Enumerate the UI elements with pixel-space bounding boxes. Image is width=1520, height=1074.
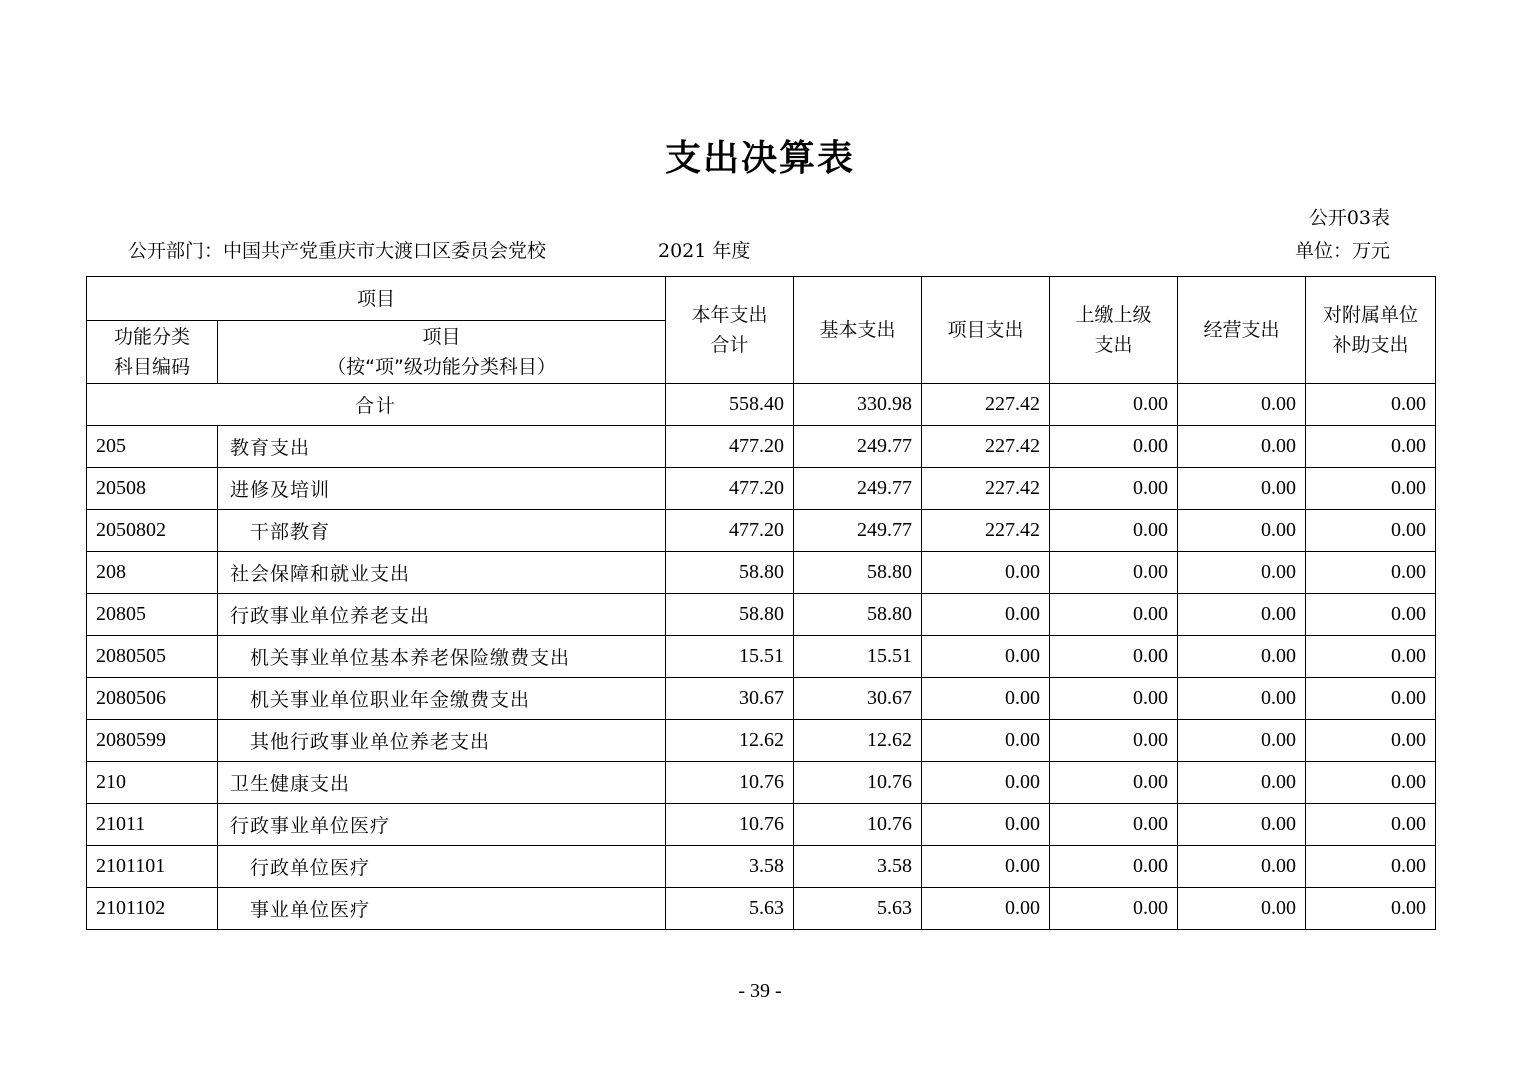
row-value-operating: 0.00: [1178, 888, 1306, 930]
table-header: [87, 277, 1436, 384]
row-value-upper: 0.00: [1050, 678, 1178, 720]
row-value-basic: 12.62: [794, 720, 922, 762]
total-value-upper: 0.00: [1050, 384, 1178, 426]
page-number: - 39 -: [738, 980, 782, 1002]
row-value-subsidy: 0.00: [1306, 636, 1436, 678]
table-row: [87, 804, 1436, 846]
row-value-subsidy: 0.00: [1306, 846, 1436, 888]
row-code: 20508: [87, 468, 218, 510]
table-body: [87, 384, 1436, 930]
row-value-subsidy: 0.00: [1306, 888, 1436, 930]
row-value-subsidy: 0.00: [1306, 762, 1436, 804]
row-code: 205: [87, 426, 218, 468]
page-title: 支出决算表: [664, 138, 855, 179]
table-row: [87, 846, 1436, 888]
row-value-basic: 249.77: [794, 468, 922, 510]
row-value-upper: 0.00: [1050, 552, 1178, 594]
table-row: [87, 636, 1436, 678]
row-value-subsidy: 0.00: [1306, 720, 1436, 762]
header-subsidy: [1306, 277, 1436, 384]
row-value-basic: 5.63: [794, 888, 922, 930]
row-code: 2101102: [87, 888, 218, 930]
form-number: 公开03表: [1308, 207, 1390, 229]
row-value-subsidy: 0.00: [1306, 804, 1436, 846]
table-row: [87, 762, 1436, 804]
row-name: 事业单位医疗: [218, 888, 666, 930]
row-value-operating: 0.00: [1178, 678, 1306, 720]
row-value-project: 0.00: [922, 552, 1050, 594]
total-value-project: 227.42: [922, 384, 1050, 426]
row-value-operating: 0.00: [1178, 762, 1306, 804]
row-value-project: 0.00: [922, 888, 1050, 930]
table-row: [87, 888, 1436, 930]
row-value-upper: 0.00: [1050, 720, 1178, 762]
row-code: 2080599: [87, 720, 218, 762]
row-value-subsidy: 0.00: [1306, 594, 1436, 636]
row-value-subsidy: 0.00: [1306, 468, 1436, 510]
row-code: 208: [87, 552, 218, 594]
row-value-upper: 0.00: [1050, 804, 1178, 846]
row-name: 教育支出: [218, 426, 666, 468]
fiscal-year: 2021 年度: [658, 240, 751, 262]
row-value-total: 12.62: [666, 720, 794, 762]
total-value-basic: 330.98: [794, 384, 922, 426]
row-value-upper: 0.00: [1050, 594, 1178, 636]
row-value-total: 477.20: [666, 510, 794, 552]
row-code: 210: [87, 762, 218, 804]
row-value-total: 58.80: [666, 594, 794, 636]
table-row: [87, 678, 1436, 720]
table-row: [87, 594, 1436, 636]
header-name-line2: （按“项”级功能分类科目）: [327, 356, 556, 378]
row-value-project: 0.00: [922, 720, 1050, 762]
row-name: 机关事业单位职业年金缴费支出: [218, 678, 666, 720]
row-value-operating: 0.00: [1178, 468, 1306, 510]
total-value-operating: 0.00: [1178, 384, 1306, 426]
header-upper-line2: 支出: [1094, 334, 1133, 356]
row-name: 干部教育: [218, 510, 666, 552]
row-code: 21011: [87, 804, 218, 846]
row-value-total: 58.80: [666, 552, 794, 594]
row-name: 机关事业单位基本养老保险缴费支出: [218, 636, 666, 678]
table-row: [87, 552, 1436, 594]
row-value-subsidy: 0.00: [1306, 678, 1436, 720]
row-value-upper: 0.00: [1050, 510, 1178, 552]
header-code-line1: 功能分类: [113, 326, 190, 348]
row-code: 2080506: [87, 678, 218, 720]
row-value-basic: 58.80: [794, 594, 922, 636]
header-operating: 经营支出: [1178, 277, 1306, 384]
row-value-operating: 0.00: [1178, 594, 1306, 636]
row-name: 行政事业单位养老支出: [218, 594, 666, 636]
row-value-total: 477.20: [666, 468, 794, 510]
table-row: [87, 510, 1436, 552]
row-value-project: 0.00: [922, 594, 1050, 636]
expenditure-table: [86, 276, 1436, 930]
row-value-total: 30.67: [666, 678, 794, 720]
header-upper-line1: 上缴上级: [1075, 304, 1152, 326]
row-value-project: 227.42: [922, 510, 1050, 552]
row-value-project: 227.42: [922, 426, 1050, 468]
total-value-total: 558.40: [666, 384, 794, 426]
table-row: [87, 468, 1436, 510]
row-value-subsidy: 0.00: [1306, 426, 1436, 468]
row-value-subsidy: 0.00: [1306, 552, 1436, 594]
row-value-operating: 0.00: [1178, 510, 1306, 552]
row-value-basic: 15.51: [794, 636, 922, 678]
total-row: [87, 384, 1436, 426]
row-value-upper: 0.00: [1050, 846, 1178, 888]
header-total: [666, 277, 794, 384]
header-total-line1: 本年支出: [691, 304, 768, 326]
row-name: 卫生健康支出: [218, 762, 666, 804]
row-value-total: 10.76: [666, 762, 794, 804]
header-basic: 基本支出: [794, 277, 922, 384]
table-row: [87, 426, 1436, 468]
row-name: 其他行政事业单位养老支出: [218, 720, 666, 762]
row-value-project: 0.00: [922, 636, 1050, 678]
header-subsidy-line1: 对附属单位: [1323, 304, 1419, 326]
row-value-operating: 0.00: [1178, 636, 1306, 678]
row-value-total: 3.58: [666, 846, 794, 888]
header-name-line1: 项目: [422, 326, 461, 348]
row-value-project: 0.00: [922, 678, 1050, 720]
row-value-basic: 249.77: [794, 510, 922, 552]
row-value-upper: 0.00: [1050, 426, 1178, 468]
row-value-upper: 0.00: [1050, 636, 1178, 678]
total-label: 合计: [87, 384, 666, 426]
row-value-project: 0.00: [922, 846, 1050, 888]
row-value-total: 5.63: [666, 888, 794, 930]
header-upper: [1050, 277, 1178, 384]
header-name: [218, 321, 666, 384]
row-name: 行政事业单位医疗: [218, 804, 666, 846]
row-value-upper: 0.00: [1050, 468, 1178, 510]
row-value-operating: 0.00: [1178, 552, 1306, 594]
row-name: 行政单位医疗: [218, 846, 666, 888]
row-value-basic: 10.76: [794, 804, 922, 846]
row-name: 社会保障和就业支出: [218, 552, 666, 594]
row-value-project: 0.00: [922, 804, 1050, 846]
header-total-line2: 合计: [710, 334, 749, 356]
row-code: 20805: [87, 594, 218, 636]
row-value-upper: 0.00: [1050, 888, 1178, 930]
row-code: 2050802: [87, 510, 218, 552]
header-project-group: 项目: [87, 277, 666, 321]
row-value-upper: 0.00: [1050, 762, 1178, 804]
row-value-project: 0.00: [922, 762, 1050, 804]
row-code: 2101101: [87, 846, 218, 888]
row-value-operating: 0.00: [1178, 426, 1306, 468]
header-code: [87, 321, 218, 384]
row-value-subsidy: 0.00: [1306, 510, 1436, 552]
row-value-total: 477.20: [666, 426, 794, 468]
row-value-basic: 30.67: [794, 678, 922, 720]
row-value-basic: 10.76: [794, 762, 922, 804]
header-subsidy-line2: 补助支出: [1332, 334, 1409, 356]
row-name: 进修及培训: [218, 468, 666, 510]
row-value-basic: 58.80: [794, 552, 922, 594]
table-row: [87, 720, 1436, 762]
header-code-line2: 科目编码: [113, 356, 190, 378]
total-value-subsidy: 0.00: [1306, 384, 1436, 426]
department-label: 公开部门：中国共产党重庆市大渡口区委员会党校: [128, 240, 547, 262]
row-value-operating: 0.00: [1178, 720, 1306, 762]
header-project: 项目支出: [922, 277, 1050, 384]
unit-label: 单位：万元: [1294, 240, 1390, 262]
row-value-operating: 0.00: [1178, 846, 1306, 888]
row-value-operating: 0.00: [1178, 804, 1306, 846]
row-value-total: 10.76: [666, 804, 794, 846]
row-value-basic: 3.58: [794, 846, 922, 888]
row-code: 2080505: [87, 636, 218, 678]
row-value-basic: 249.77: [794, 426, 922, 468]
row-value-project: 227.42: [922, 468, 1050, 510]
row-value-total: 15.51: [666, 636, 794, 678]
